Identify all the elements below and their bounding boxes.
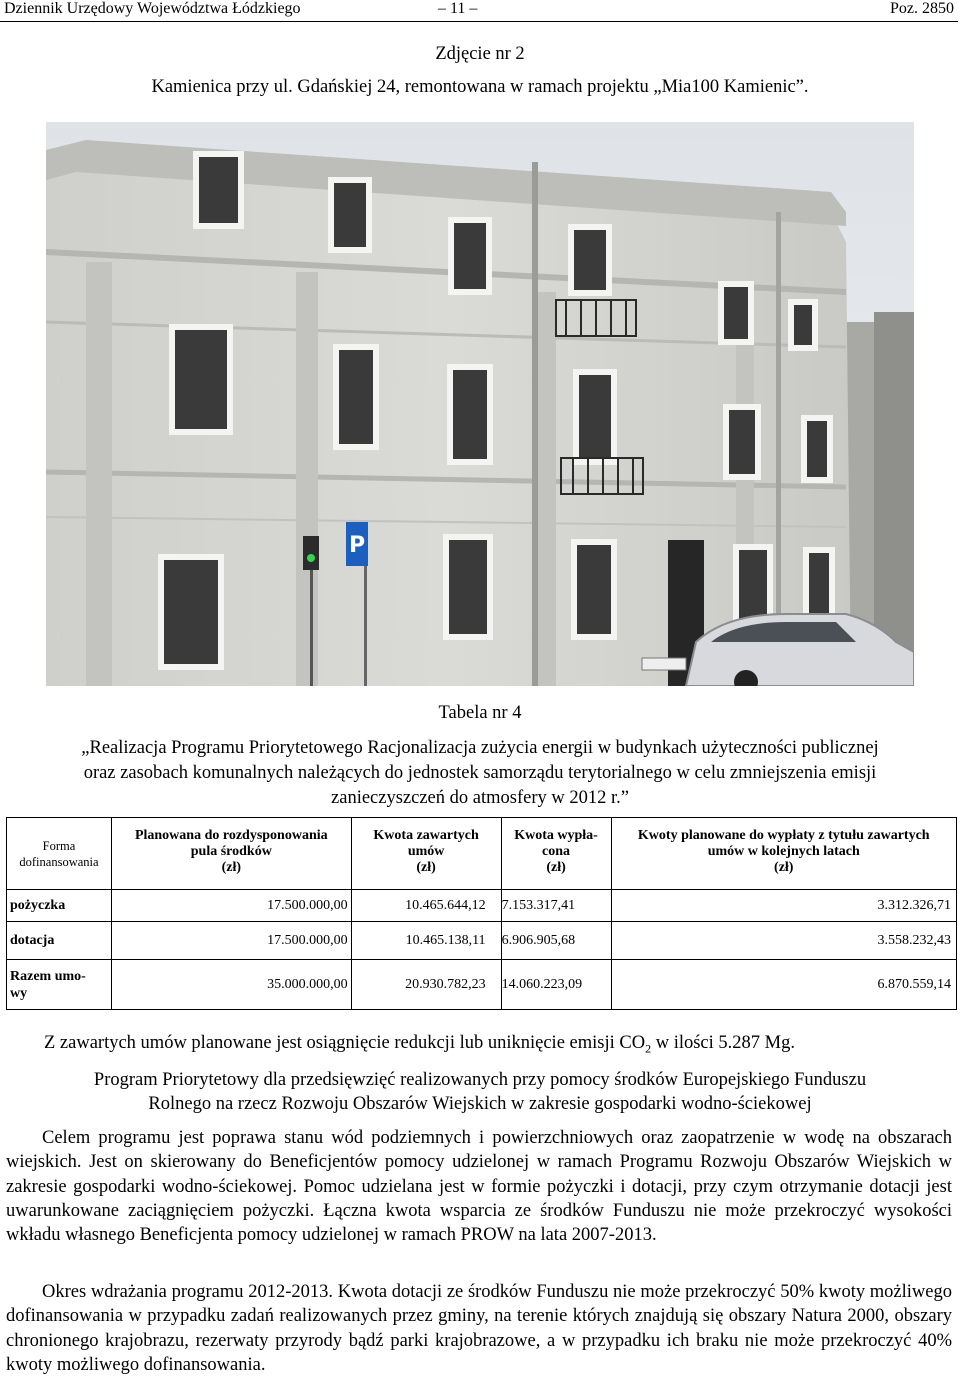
program-paragraph-2: Okres wdrażania programu 2012-2013. Kwota dotacji ze środków Funduszu nie może przekroczyć 50% kwoty możliwego dofinansowania w przypadku zadań realizowanych przez gminy, na terenie których znajdują się obszary Natura 2000, obszary chronionego krajobrazu, rezerwaty przyrody bądź parki krajobrazowe, a w przypadku ich braku nie może przekroczyć 40% kwoty możliwego dofinansowania.	[6, 1282, 952, 1375]
header-paid: Kwota wypła- cona (zł)	[501, 818, 611, 890]
header-contracts: Kwota zawartych umów (zł)	[351, 818, 501, 890]
program-title-line1: Program Priorytetowy dla przedsięwzięć realizowanych przy pomocy środków Europejskiego Funduszu	[93, 1070, 867, 1090]
row-future: 3.558.232,43	[611, 922, 957, 960]
row-contracts: 10.465.644,12	[351, 890, 501, 922]
total-contracts: 20.930.782,23	[351, 960, 501, 1010]
page-header	[0, 0, 960, 22]
table-label: Tabela nr 4	[438, 703, 522, 723]
svg-text:P: P	[348, 533, 366, 558]
row-paid: 7.153.317,41	[501, 890, 611, 922]
total-paid: 14.060.223,09	[501, 960, 611, 1010]
building-photo	[46, 122, 914, 686]
row-form: dotacja	[7, 922, 112, 960]
total-form: Razem umo- wy	[7, 960, 112, 1010]
header-form: Forma dofinansowania	[7, 818, 112, 890]
row-form: pożyczka	[7, 890, 112, 922]
row-planned: 17.500.000,00	[111, 922, 351, 960]
photo-caption-title: Zdjęcie nr 2	[435, 44, 525, 64]
table-row	[7, 922, 957, 960]
position-number: Poz. 2850	[890, 0, 954, 17]
program-paragraph-1: Celem programu jest poprawa stanu wód podziemnych i powierzchniowych oraz zaopatrzenie w wodę na obszarach wiejskich. Jest on skierowany do Beneficjentów pomocy udzielonej w ramach Programu Rozwoju Obszarów Wiejskich w zakresie gospodarki wodno-ściekowej. Pomoc udzielana jest w formie pożyczki i dotacji, przy czym otrzymanie dotacji jest uwarunkowane zaciągnięciem pożyczki. Łączna kwota wsparcia ze środków Funduszu nie może przekroczyć wysokości wkładu własnego Beneficjenta pomocy udzielonej w ramach PROW na lata 2007-2013.	[6, 1128, 952, 1246]
header-future: Kwoty planowane do wypłaty z tytułu zawartych umów w kolejnych latach (zł)	[611, 818, 957, 890]
funding-table	[6, 817, 957, 1010]
journal-title: Dziennik Urzędowy Województwa Łódzkiego	[4, 0, 301, 17]
page-number: – 11 –	[438, 0, 478, 17]
program-title-line2: Rolnego na rzecz Rozwoju Obszarów Wiejskich w zakresie gospodarki wodno-ściekowej	[148, 1094, 812, 1114]
photo-caption-text: Kamienica przy ul. Gdańskiej 24, remontowana w ramach projektu „Mia100 Kamienic”.	[151, 77, 809, 97]
row-paid: 6.906.905,68	[501, 922, 611, 960]
table-row	[7, 890, 957, 922]
header-planned: Planowana do rozdysponowania pula środków (zł)	[111, 818, 351, 890]
header-rule	[0, 21, 958, 22]
total-future: 6.870.559,14	[611, 960, 957, 1010]
table-title-line1: „Realizacja Programu Priorytetowego Racjonalizacja zużycia energii w budynkach użyteczności publicznej	[81, 738, 879, 758]
row-planned: 17.500.000,00	[111, 890, 351, 922]
table-title-line2: oraz zasobach komunalnych należących do jednostek samorządu terytorialnego w celu zmniejszenia emisji	[83, 763, 877, 783]
table-total-row	[7, 960, 957, 1010]
table-header-row	[7, 818, 957, 890]
row-contracts: 10.465.138,11	[351, 922, 501, 960]
reduction-statement: Z zawartych umów planowane jest osiągnięcie redukcji lub uniknięcie emisji $CO_2$ w ilości 5.287 Mg.	[44, 1033, 795, 1056]
total-planned: 35.000.000,00	[111, 960, 351, 1010]
row-future: 3.312.326,71	[611, 890, 957, 922]
table-title-line3: zanieczyszczeń do atmosfery w 2012 r.”	[331, 788, 629, 808]
